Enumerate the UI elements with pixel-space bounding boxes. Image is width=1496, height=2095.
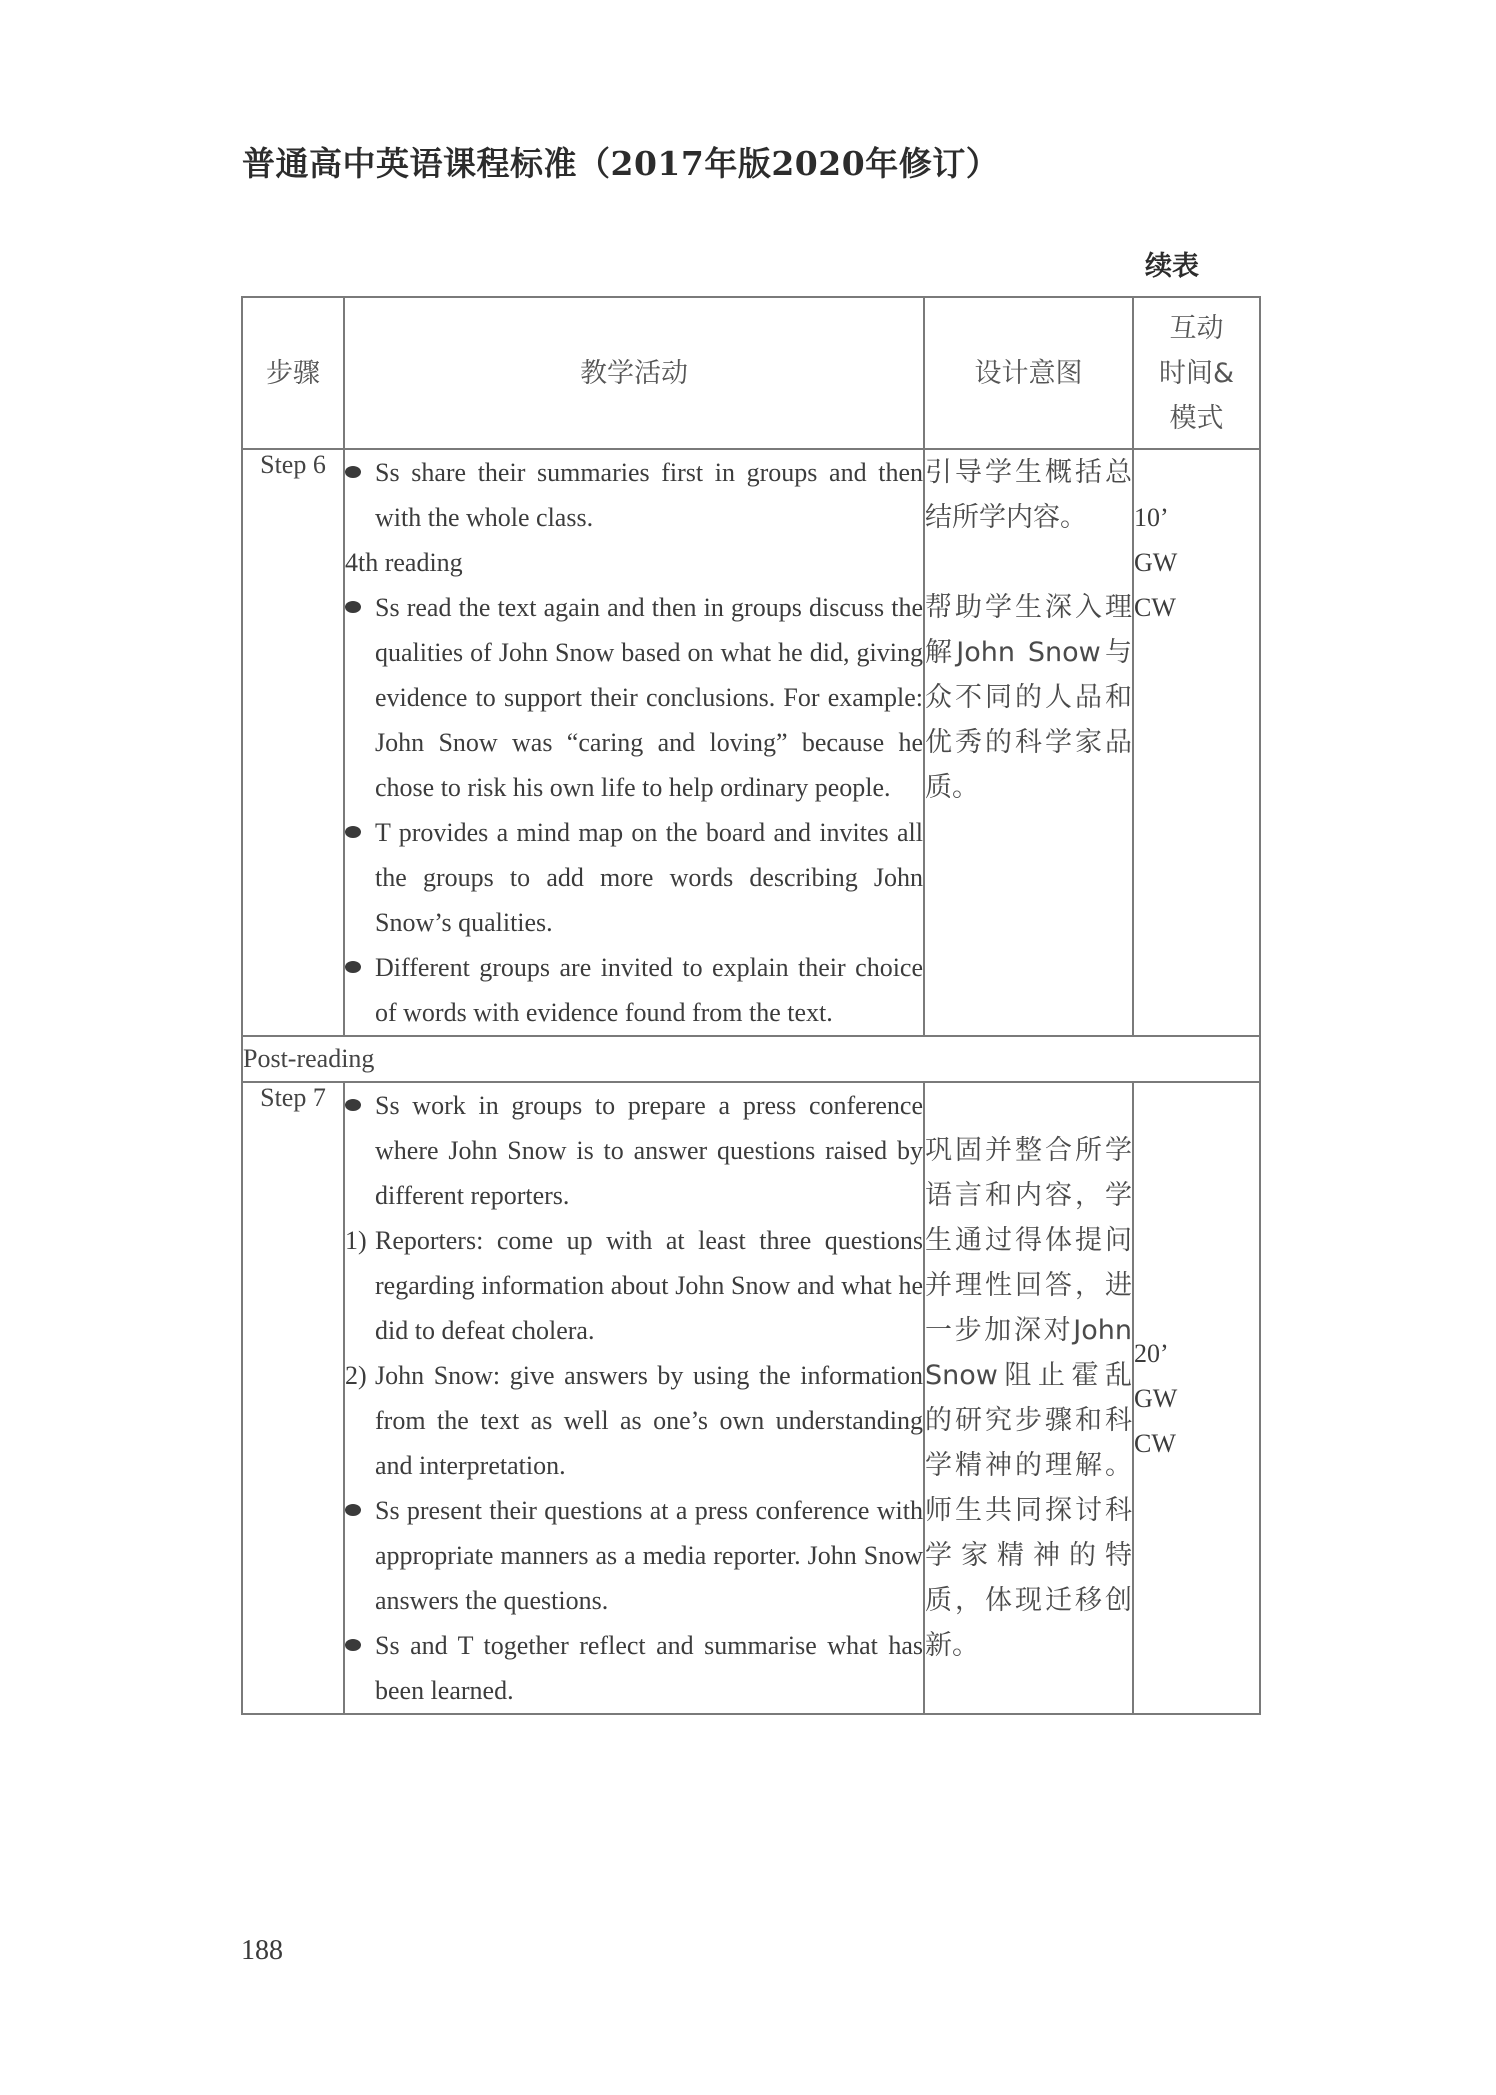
- header-step: 步骤: [242, 297, 344, 449]
- step7-item1: Reporters: come up with at least three questions regarding information about John Snow and what he did to defeat cholera.: [375, 1226, 923, 1345]
- page-number: 188: [241, 1935, 283, 1966]
- step7-bullet2: Ss present their questions at a press conference with appropriate manners as a media reporter. John Snow answers the questions.: [375, 1496, 923, 1615]
- step7-mode1: GW: [1134, 1383, 1178, 1413]
- continued-label: 续表: [1145, 251, 1199, 282]
- post-reading-label: Post-reading: [242, 1036, 1260, 1082]
- step7-time: 20’: [1134, 1338, 1169, 1368]
- step7-item1-number: 1): [345, 1226, 367, 1255]
- list-item: [345, 1623, 923, 1713]
- step7-activities: [344, 1082, 924, 1714]
- header-timing-line1: 互动: [1169, 312, 1224, 344]
- step7-timing: [1133, 1082, 1260, 1714]
- table-row-step7: [242, 1082, 1260, 1714]
- table-row-post-reading: [242, 1036, 1260, 1082]
- bullet-icon: [345, 1504, 361, 1516]
- list-item: [345, 945, 923, 1035]
- bullet-icon: [345, 466, 361, 478]
- header-timing: [1133, 297, 1260, 449]
- bullet-icon: [345, 1639, 361, 1651]
- header-timing-line3: 模式: [1169, 402, 1224, 434]
- step6-bullet3: T provides a mind map on the board and invites all the groups to add more words describing John Snow’s qualities.: [375, 818, 923, 937]
- header-timing-line2: 时间&: [1158, 357, 1235, 389]
- step6-bullet1: Ss share their summaries first in groups and then with the whole class.: [375, 458, 923, 532]
- list-item: [345, 1218, 923, 1353]
- page-title: 普通高中英语课程标准（2017年版2020年修订）: [242, 144, 1000, 183]
- spacer: [1134, 450, 1259, 495]
- header-activities: 教学活动: [344, 297, 924, 449]
- list-item: [345, 1488, 923, 1623]
- step7-item2-number: 2): [345, 1361, 367, 1390]
- step6-intent1: 引导学生概括总结所学内容。: [925, 457, 1132, 533]
- table-header-row: [242, 297, 1260, 449]
- step6-intent: [924, 449, 1133, 1036]
- step6-bullet4: Different groups are invited to explain their choice of words with evidence found from the text.: [375, 953, 923, 1027]
- bullet-icon: [345, 601, 361, 613]
- step7-mode2: CW: [1134, 1428, 1176, 1458]
- step6-bullet2: Ss read the text again and then in groups discuss the qualities of John Snow based on what he did, giving evidence to support their conclusions. For example: John Snow was “caring and loving” because he chose to risk his own life to help ordinary people.: [375, 593, 923, 802]
- list-item: [345, 1353, 923, 1488]
- list-item: [345, 1083, 923, 1218]
- step6-timing: [1133, 449, 1260, 1036]
- step7-item2: John Snow: give answers by using the information from the text as well as one’s own understanding and interpretation.: [375, 1361, 923, 1480]
- step7-label: Step 7: [242, 1082, 344, 1714]
- header-intent: 设计意图: [924, 297, 1133, 449]
- step6-label: Step 6: [242, 449, 344, 1036]
- step7-intent-cell: [924, 1082, 1133, 1714]
- step6-intent2: 帮助学生深入理解John Snow与众不同的人品和优秀的科学家品质。: [925, 592, 1132, 803]
- step6-mode2: CW: [1134, 593, 1176, 622]
- list-item: [345, 585, 923, 810]
- lesson-plan-table: [241, 296, 1261, 1715]
- table-row-step6: [242, 449, 1260, 1036]
- step6-mode1: GW: [1134, 548, 1178, 577]
- step6-activities: [344, 449, 924, 1036]
- bullet-icon: [345, 826, 361, 838]
- list-item: [345, 810, 923, 945]
- step7-intent: 巩固并整合所学语言和内容，学生通过得体提问并理性回答，进一步加深对John Snow阻止霍乱的研究步骤和科学精神的理解。师生共同探讨科学家精神的特质，体现迁移创新。: [925, 1135, 1132, 1661]
- list-item: [345, 450, 923, 540]
- step7-bullet3: Ss and T together reflect and summarise what has been learned.: [375, 1631, 923, 1705]
- step7-bullet1: Ss work in groups to prepare a press conference where John Snow is to answer questions raised by different reporters.: [375, 1091, 923, 1210]
- bullet-icon: [345, 961, 361, 973]
- step6-reading-label: 4th reading: [345, 548, 463, 577]
- spacer: [925, 540, 1132, 585]
- bullet-icon: [345, 1099, 361, 1111]
- step6-time: 10’: [1134, 503, 1169, 532]
